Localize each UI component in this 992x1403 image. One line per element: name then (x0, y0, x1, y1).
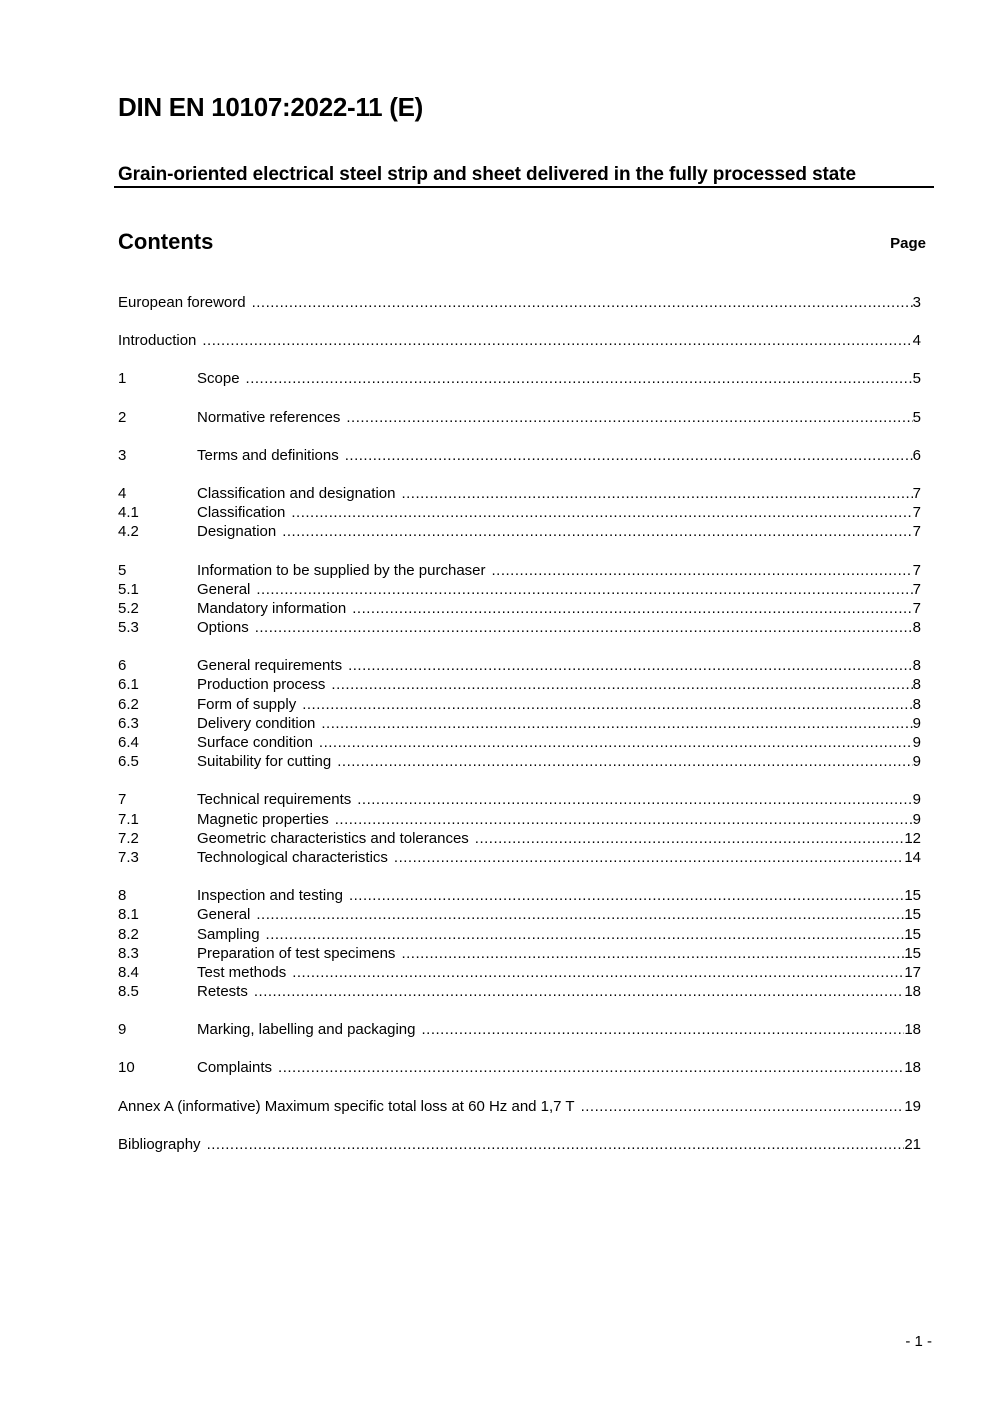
toc-entry-page: 3 (912, 294, 921, 311)
toc-entry[interactable] (118, 1135, 921, 1154)
toc-entry-page: 12 (904, 829, 921, 847)
toc-entry-title: Bibliography (118, 1135, 201, 1153)
toc-entry-title: European foreword (118, 294, 246, 311)
contents-heading: Contents (118, 229, 214, 254)
toc-entry-number: 3 (118, 446, 127, 464)
toc-entry[interactable] (118, 599, 921, 618)
toc-dot-leader (319, 733, 913, 752)
toc-entry-title: General (197, 580, 251, 598)
toc-entry-title: Production process (197, 676, 326, 694)
toc-dot-leader (254, 982, 904, 1001)
toc-entry-number: 8.5 (118, 983, 139, 1001)
document-subtitle: Grain-oriented electrical steel strip and sheet delivered in the fully processed state (118, 164, 856, 185)
toc-dot-leader (256, 580, 912, 599)
toc-entry-title: General requirements (197, 657, 343, 675)
page-column-label: Page (890, 235, 926, 252)
toc-entry-number: 1 (118, 370, 127, 388)
toc-entry-page: 7 (912, 580, 921, 598)
toc-entry[interactable] (118, 446, 921, 465)
toc-entry-title: Classification and designation (197, 484, 396, 502)
toc-dot-leader (475, 829, 905, 848)
toc-entry-number: 8.3 (118, 944, 139, 962)
title-divider (114, 186, 934, 188)
toc-entry-number: 4.2 (118, 523, 139, 541)
toc-entry-title: Sampling (197, 925, 260, 943)
toc-entry-number: 7 (118, 791, 127, 809)
toc-entry-number: 5.3 (118, 619, 139, 637)
toc-entry-page: 7 (912, 561, 921, 579)
toc-entry-page: 15 (904, 887, 921, 905)
toc-entry-number: 7.2 (118, 829, 139, 847)
toc-entry-page: 5 (912, 408, 921, 426)
toc-entry-number: 5.1 (118, 580, 139, 598)
toc-entry-number: 6 (118, 657, 127, 675)
toc-entry-number: 6.4 (118, 734, 139, 751)
toc-entry[interactable] (118, 733, 921, 752)
toc-entry[interactable] (118, 963, 921, 982)
toc-entry-page: 6 (912, 446, 921, 464)
toc-dot-leader (492, 561, 913, 580)
toc-entry-title: Technical requirements (197, 791, 352, 809)
toc-dot-leader (349, 886, 904, 905)
toc-entry-title: Classification (197, 504, 286, 522)
toc-entry[interactable] (118, 1097, 921, 1116)
toc-entry-number: 9 (118, 1021, 127, 1039)
toc-entry-page: 15 (904, 944, 921, 962)
toc-entry-number: 10 (118, 1059, 135, 1077)
toc-entry-page: 15 (904, 925, 921, 943)
toc-entry-page: 21 (904, 1135, 921, 1153)
toc-dot-leader (207, 1135, 905, 1154)
toc-entry[interactable] (118, 982, 921, 1001)
toc-entry-title: Magnetic properties (197, 810, 329, 828)
toc-entry-page: 9 (912, 714, 921, 732)
toc-entry-title: Terms and definitions (197, 446, 339, 464)
toc-entry[interactable] (118, 925, 921, 944)
toc-entry-title: Options (197, 619, 249, 637)
toc-entry-title: General (197, 906, 251, 924)
toc-dot-leader (291, 503, 912, 522)
toc-dot-leader (266, 925, 905, 944)
table-of-contents (118, 293, 921, 1154)
toc-entry-page: 19 (904, 1097, 921, 1115)
toc-entry-page: 7 (912, 599, 921, 617)
toc-dot-leader (581, 1097, 905, 1116)
toc-dot-leader (345, 446, 913, 465)
toc-dot-leader (348, 656, 913, 675)
toc-entry[interactable] (118, 905, 921, 924)
toc-dot-leader (421, 1020, 904, 1039)
toc-entry-title: Normative references (197, 408, 341, 426)
toc-dot-leader (346, 408, 912, 427)
toc-entry-title: Technological characteristics (197, 848, 388, 866)
toc-dot-leader (331, 675, 912, 694)
toc-entry-title: Introduction (118, 332, 197, 350)
toc-entry-title: Suitability for cutting (197, 753, 332, 771)
toc-entry-page: 4 (912, 332, 921, 350)
toc-entry[interactable] (118, 1058, 921, 1077)
toc-dot-leader (292, 963, 904, 982)
toc-entry-number: 7.3 (118, 848, 139, 866)
toc-dot-leader (246, 369, 913, 388)
toc-entry[interactable] (118, 810, 921, 829)
toc-entry-page: 9 (912, 753, 921, 771)
toc-entry-title: Annex A (informative) Maximum specific total loss at 60 Hz and 1,7 T (118, 1097, 575, 1115)
toc-entry-page: 15 (904, 906, 921, 924)
toc-entry[interactable] (118, 522, 921, 541)
toc-entry-title: Complaints (197, 1059, 273, 1077)
toc-dot-leader (337, 752, 912, 771)
toc-entry[interactable] (118, 944, 921, 963)
toc-entry-number: 6.1 (118, 676, 139, 694)
toc-entry-page: 8 (912, 695, 921, 713)
toc-dot-leader (357, 790, 912, 809)
toc-entry-page: 17 (904, 963, 921, 981)
toc-entry-page: 5 (912, 370, 921, 388)
toc-entry-number: 7.1 (118, 810, 139, 828)
toc-entry[interactable] (118, 848, 921, 867)
toc-entry-title: Retests (197, 983, 248, 1001)
toc-entry[interactable] (118, 695, 921, 714)
toc-entry[interactable] (118, 675, 921, 694)
toc-entry[interactable] (118, 886, 921, 905)
toc-entry-page: 8 (912, 619, 921, 637)
toc-entry-page: 7 (912, 484, 921, 502)
toc-entry-number: 5.2 (118, 599, 139, 617)
toc-entry-title: Scope (197, 370, 240, 388)
toc-entry-number: 5 (118, 561, 127, 579)
toc-entry-title: Designation (197, 523, 277, 541)
toc-entry-number: 6.5 (118, 753, 139, 771)
toc-entry[interactable] (118, 618, 921, 637)
toc-entry[interactable] (118, 790, 921, 809)
toc-entry-title: Form of supply (197, 695, 297, 713)
toc-entry-number: 2 (118, 408, 127, 426)
toc-entry-title: Delivery condition (197, 714, 316, 732)
toc-entry-page: 14 (904, 848, 921, 866)
toc-entry[interactable] (118, 369, 921, 388)
toc-entry-page: 7 (912, 523, 921, 541)
toc-dot-leader (335, 810, 913, 829)
toc-entry[interactable] (118, 714, 921, 733)
toc-entry[interactable] (118, 293, 921, 312)
toc-dot-leader (278, 1058, 904, 1077)
toc-dot-leader (252, 293, 913, 312)
toc-entry-page: 9 (912, 810, 921, 828)
toc-dot-leader (202, 331, 912, 350)
toc-entry-number: 6.2 (118, 695, 139, 713)
toc-entry-number: 8.4 (118, 963, 139, 981)
toc-entry-number: 4 (118, 484, 127, 502)
toc-entry[interactable] (118, 752, 921, 771)
toc-dot-leader (401, 484, 912, 503)
toc-entry-page: 18 (904, 1021, 921, 1039)
toc-entry-number: 8.2 (118, 925, 139, 943)
toc-entry[interactable] (118, 829, 921, 848)
toc-entry[interactable] (118, 561, 921, 580)
toc-entry-title: Marking, labelling and packaging (197, 1021, 416, 1039)
toc-entry-page: 18 (904, 1059, 921, 1077)
toc-entry[interactable] (118, 484, 921, 503)
toc-entry-number: 8 (118, 887, 127, 905)
toc-entry-page: 18 (904, 983, 921, 1001)
toc-dot-leader (282, 522, 912, 541)
toc-dot-leader (394, 848, 904, 867)
toc-entry-title: Preparation of test specimens (197, 944, 396, 962)
toc-dot-leader (302, 695, 912, 714)
toc-entry-page: 7 (912, 504, 921, 522)
toc-entry-page: 8 (912, 676, 921, 694)
toc-entry-title: Surface condition (197, 734, 313, 751)
toc-entry[interactable] (118, 1020, 921, 1039)
document-id: DIN EN 10107:2022-11 (E) (118, 92, 423, 122)
toc-entry-title: Test methods (197, 963, 287, 981)
toc-entry-number: 4.1 (118, 504, 139, 522)
toc-entry-page: 9 (912, 734, 921, 751)
toc-entry-title: Mandatory information (197, 599, 347, 617)
toc-dot-leader (321, 714, 912, 733)
page-number: - 1 - (905, 1333, 932, 1350)
toc-entry[interactable] (118, 408, 921, 427)
toc-entry[interactable] (118, 503, 921, 522)
toc-entry-title: Inspection and testing (197, 887, 343, 905)
toc-dot-leader (352, 599, 912, 618)
toc-dot-leader (255, 618, 913, 637)
toc-entry-title: Geometric characteristics and tolerances (197, 829, 469, 847)
toc-entry[interactable] (118, 331, 921, 350)
toc-entry-number: 6.3 (118, 714, 139, 732)
toc-dot-leader (401, 944, 904, 963)
toc-entry-number: 8.1 (118, 906, 139, 924)
toc-entry-page: 9 (912, 791, 921, 809)
toc-entry[interactable] (118, 580, 921, 599)
toc-entry-page: 8 (912, 657, 921, 675)
toc-dot-leader (256, 905, 904, 924)
toc-entry-title: Information to be supplied by the purchaser (197, 561, 486, 579)
toc-entry[interactable] (118, 656, 921, 675)
